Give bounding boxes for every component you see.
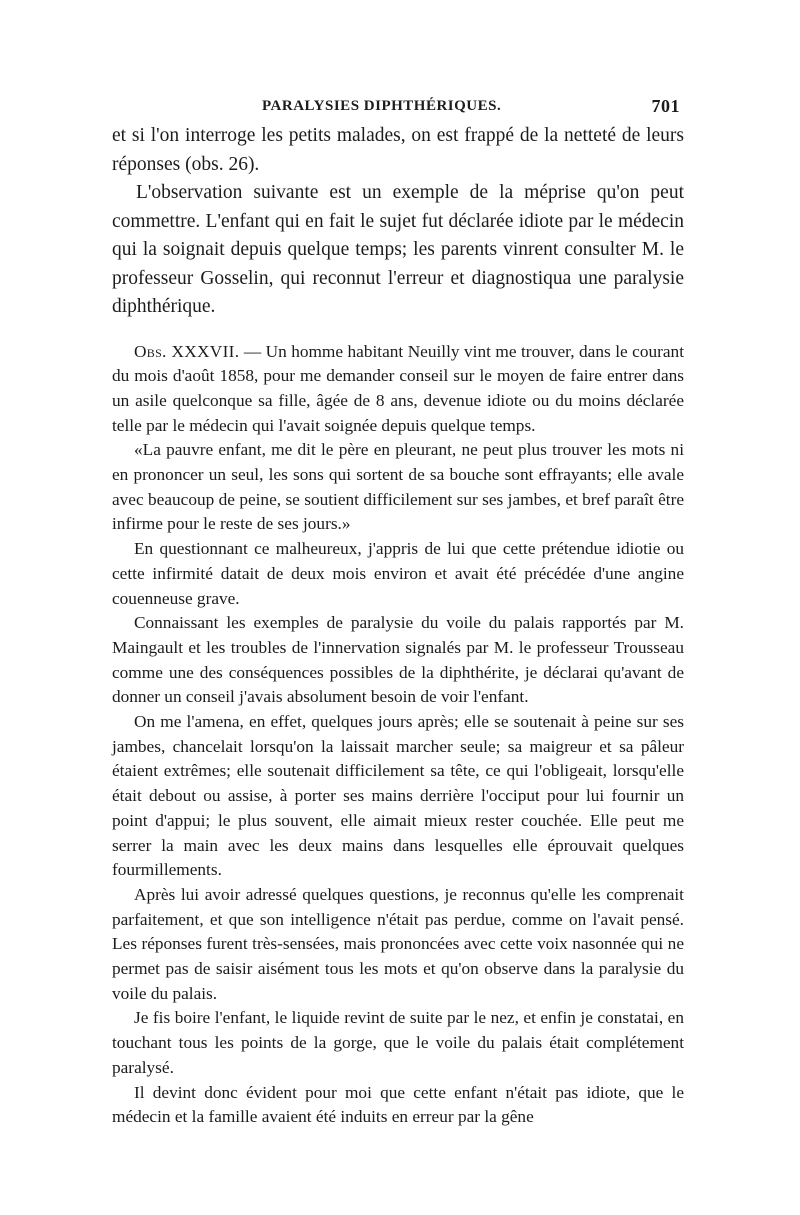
paragraph-intro: L'observation suivante est un exemple de la méprise qu'on peut commettre. L'enfant qui en fait le sujet fut déclarée idiote par le médecin qui la soignait depuis quelque temps; les parents vinrent consulter M. le professeur Gosselin, qui reconnut l'erreur et diagnostiqua une paralysie diphthérique. — [112, 182, 684, 317]
observation-paragraph-3: En questionnant ce malheureux, j'appris de lui que cette prétendue idiotie ou cette infirmité datait de deux mois environ et avait été précédée d'une angine couenneuse grave. — [112, 539, 684, 608]
main-text — [112, 122, 684, 322]
observation-paragraph-5: On me l'amena, en effet, quelques jours après; elle se soutenait à peine sur ses jambes, chancelait lorsqu'on la laissait marcher seule; sa maigreur et sa pâleur étaient extrêmes; elle soutenait difficilement sa tête, ce qui l'obligeait, lorsqu'elle était debout ou assise, à porter ses mains derrière l'occiput pour lui fournir un point d'appui; le plus souvent, elle aimait mieux rester couchée. Elle peut me serrer la main avec les deux mains dans lesquelles elle éprouvait quelques fourmillements. — [112, 712, 684, 880]
observation-paragraph-4: Connaissant les exemples de paralysie du voile du palais rapportés par M. Maingault et les troubles de l'innervation signalés par M. le professeur Trousseau comme une des conséquences possibles de la diphthérite, je déclarai qu'avant de donner un conseil j'avais absolument besoin de voir l'enfant. — [112, 613, 684, 707]
running-header — [112, 96, 684, 122]
page-number: 701 — [651, 96, 680, 116]
observation-block — [112, 340, 684, 1131]
observation-paragraph-6: Après lui avoir adressé quelques questions, je reconnus qu'elle les comprenait parfaitement, et que son intelligence n'était pas perdue, comme on l'avait pensé. Les réponses furent très-sensées, mais prononcées avec cette voix nasonnée qui ne permet pas de saisir aisément tous les mots et qu'on observe dans la paralysie du voile du palais. — [112, 884, 684, 1003]
observation-text-1: — Un homme habitant Neuilly vint me trouver, dans le courant du mois d'août 1858, pour me demander conseil sur le moyen de faire entrer dans un asile quelconque sa fille, âgée de 8 ans, devenue idiote ou du moins déclarée telle par le médecin qui l'avait soignée depuis quelque temps. — [112, 341, 684, 435]
observation-paragraph-8: Il devint donc évident pour moi que cette enfant n'était pas idiote, que le médecin et la famille avaient été induits en erreur par la gêne — [112, 1082, 684, 1127]
book-page — [112, 96, 684, 1130]
observation-label: Obs. XXXVII. — [134, 341, 240, 361]
paragraph-continuation: et si l'on interroge les petits malades, on est frappé de la netteté de leurs réponses (obs. 26). — [112, 125, 684, 175]
observation-paragraph-1 — [112, 340, 684, 439]
running-title: PARALYSIES DIPHTHÉRIQUES. — [262, 98, 502, 114]
observation-paragraph-2: «La pauvre enfant, me dit le père en pleurant, ne peut plus trouver les mots ni en prononcer un seul, les sons qui sortent de sa bouche sont effrayants; elle avale avec beaucoup de peine, se soutient difficilement sur ses jambes, et bref paraît être infirme pour le reste de ses jours.» — [112, 440, 684, 534]
observation-paragraph-7: Je fis boire l'enfant, le liquide revint de suite par le nez, et enfin je constatai, en touchant tous les points de la gorge, que le voile du palais était complétement paralysé. — [112, 1008, 684, 1077]
